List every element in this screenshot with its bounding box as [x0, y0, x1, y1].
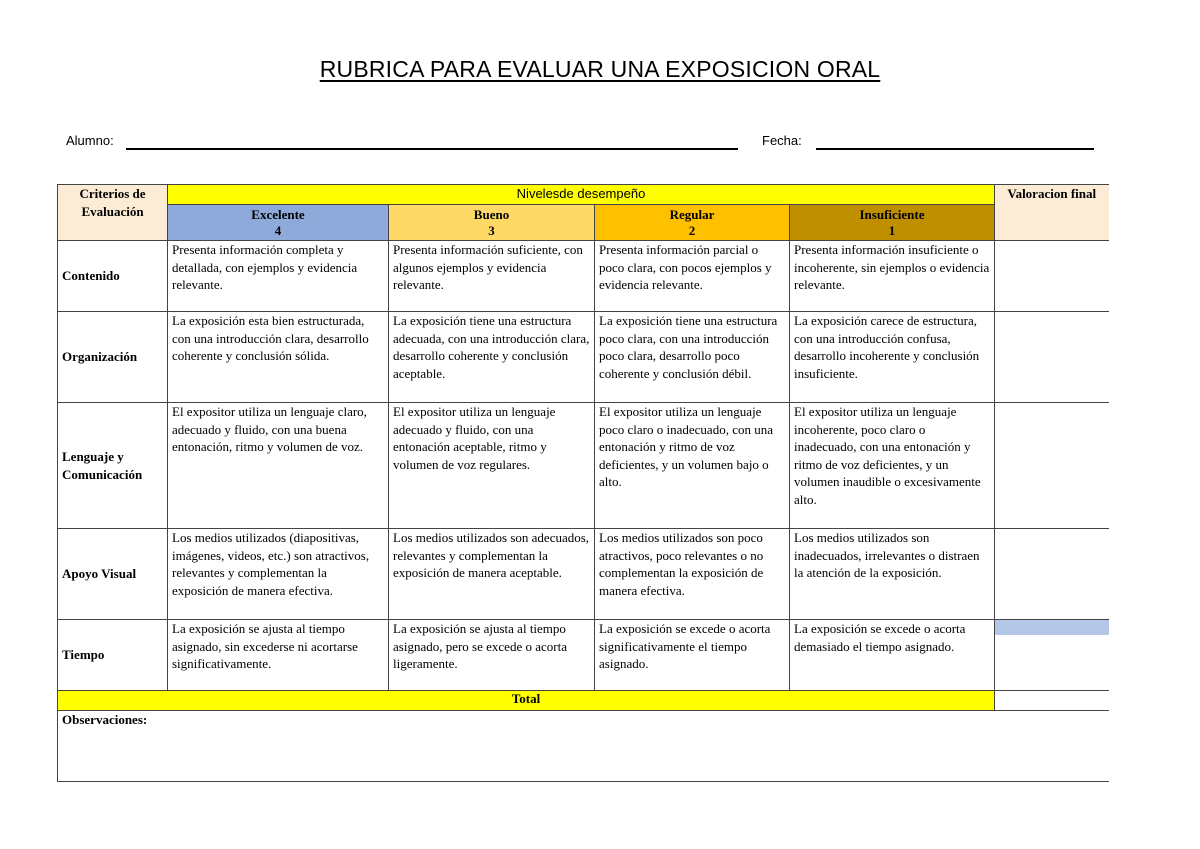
level-name: Excelente [251, 207, 305, 222]
descriptor-cell: Presenta información parcial o poco clara, con pocos ejemplos y evidencia relevante. [595, 241, 790, 312]
criterion-label: Apoyo Visual [58, 529, 168, 620]
level-name: Regular [669, 207, 715, 222]
alumno-field[interactable] [126, 148, 738, 150]
rubric-row-lenguaje [58, 403, 1109, 529]
rubric-row-apoyo-visual [58, 529, 1109, 620]
final-score-cell[interactable] [995, 403, 1109, 529]
level-excelente-header [168, 205, 389, 241]
descriptor-cell: La exposición se ajusta al tiempo asignado, pero se excede o acorta ligeramente. [389, 620, 595, 691]
criterion-label: Organización [58, 312, 168, 403]
rubric-row-tiempo [58, 620, 1109, 691]
performance-levels-header: Nivelesde desempeño [168, 185, 995, 205]
final-score-cell[interactable] [995, 529, 1109, 620]
descriptor-cell: El expositor utiliza un lenguaje claro, adecuado y fluido, con una buena entonación, ritmo y volumen de voz. [168, 403, 389, 529]
total-score-cell[interactable] [995, 691, 1109, 711]
descriptor-cell: Presenta información insuficiente o incoherente, sin ejemplos o evidencia relevante. [790, 241, 995, 312]
observations-label[interactable]: Observaciones: [58, 711, 1109, 782]
level-regular-header [595, 205, 790, 241]
descriptor-cell: Presenta información suficiente, con algunos ejemplos y evidencia relevante. [389, 241, 595, 312]
level-name: Insuficiente [859, 207, 925, 222]
fecha-label: Fecha: [762, 133, 802, 148]
descriptor-cell: La exposición esta bien estructurada, con una introducción clara, desarrollo coherente y conclusión sólida. [168, 312, 389, 403]
level-bueno-header [389, 205, 595, 241]
descriptor-cell: La exposición tiene una estructura poco clara, con una introducción poco clara, desarrollo poco coherente y conclusión débil. [595, 312, 790, 403]
document-title: RUBRICA PARA EVALUAR UNA EXPOSICION ORAL [319, 56, 881, 82]
fecha-field[interactable] [816, 148, 1094, 150]
student-info-row [66, 133, 1106, 155]
final-score-cell[interactable] [995, 241, 1109, 312]
alumno-label: Alumno: [66, 133, 114, 148]
descriptor-cell: Los medios utilizados son adecuados, relevantes y complementan la exposición de manera aceptable. [389, 529, 595, 620]
highlight-bar [995, 620, 1109, 635]
rubric-row-organizacion [58, 312, 1109, 403]
criteria-header: Criterios de Evaluación [58, 185, 168, 241]
descriptor-cell: Los medios utilizados (diapositivas, imágenes, videos, etc.) son atractivos, relevantes y complementan la exposición de manera efectiva. [168, 529, 389, 620]
criterion-label: Tiempo [58, 620, 168, 691]
descriptor-cell: El expositor utiliza un lenguaje adecuado y fluido, con una entonación aceptable, ritmo y volumen de voz regulares. [389, 403, 595, 529]
criterion-label: Lenguaje y Comunicación [58, 403, 168, 529]
descriptor-cell: El expositor utiliza un lenguaje poco claro o inadecuado, con una entonación y ritmo de voz deficientes, y un volumen bajo o alto. [595, 403, 790, 529]
level-score: 1 [888, 223, 896, 238]
descriptor-cell: Los medios utilizados son inadecuados, irrelevantes o distraen la atención de la exposición. [790, 529, 995, 620]
total-row [58, 691, 1109, 711]
level-name: Bueno [473, 207, 510, 222]
rubric-row-contenido [58, 241, 1109, 312]
descriptor-cell: La exposición se excede o acorta demasiado el tiempo asignado. [790, 620, 995, 691]
descriptor-cell: La exposición tiene una estructura adecuada, con una introducción clara, desarrollo coherente y conclusión aceptable. [389, 312, 595, 403]
descriptor-cell: La exposición carece de estructura, con una introducción confusa, desarrollo incoherente y conclusión insuficiente. [790, 312, 995, 403]
descriptor-cell: La exposición se excede o acorta significativamente el tiempo asignado. [595, 620, 790, 691]
descriptor-cell: El expositor utiliza un lenguaje incoherente, poco claro o inadecuado, con una entonación y ritmo de voz deficientes, y un volumen inaudible o excesivamente alto. [790, 403, 995, 529]
level-insuficiente-header [790, 205, 995, 241]
level-score: 4 [274, 223, 282, 238]
final-score-cell[interactable] [995, 312, 1109, 403]
descriptor-cell: La exposición se ajusta al tiempo asignado, sin excederse ni acortarse significativamente. [168, 620, 389, 691]
level-score: 3 [488, 223, 495, 238]
total-label: Total [58, 691, 995, 711]
final-score-header: Valoracion final [995, 185, 1109, 241]
rubric-table [57, 184, 1109, 782]
observations-row [58, 711, 1109, 782]
descriptor-cell: Los medios utilizados son poco atractivos, poco relevantes o no complementan la exposición de manera efectiva. [595, 529, 790, 620]
final-score-cell[interactable] [995, 620, 1109, 691]
descriptor-cell: Presenta información completa y detallada, con ejemplos y evidencia relevante. [168, 241, 389, 312]
criterion-label: Contenido [58, 241, 168, 312]
level-score: 2 [688, 223, 696, 238]
